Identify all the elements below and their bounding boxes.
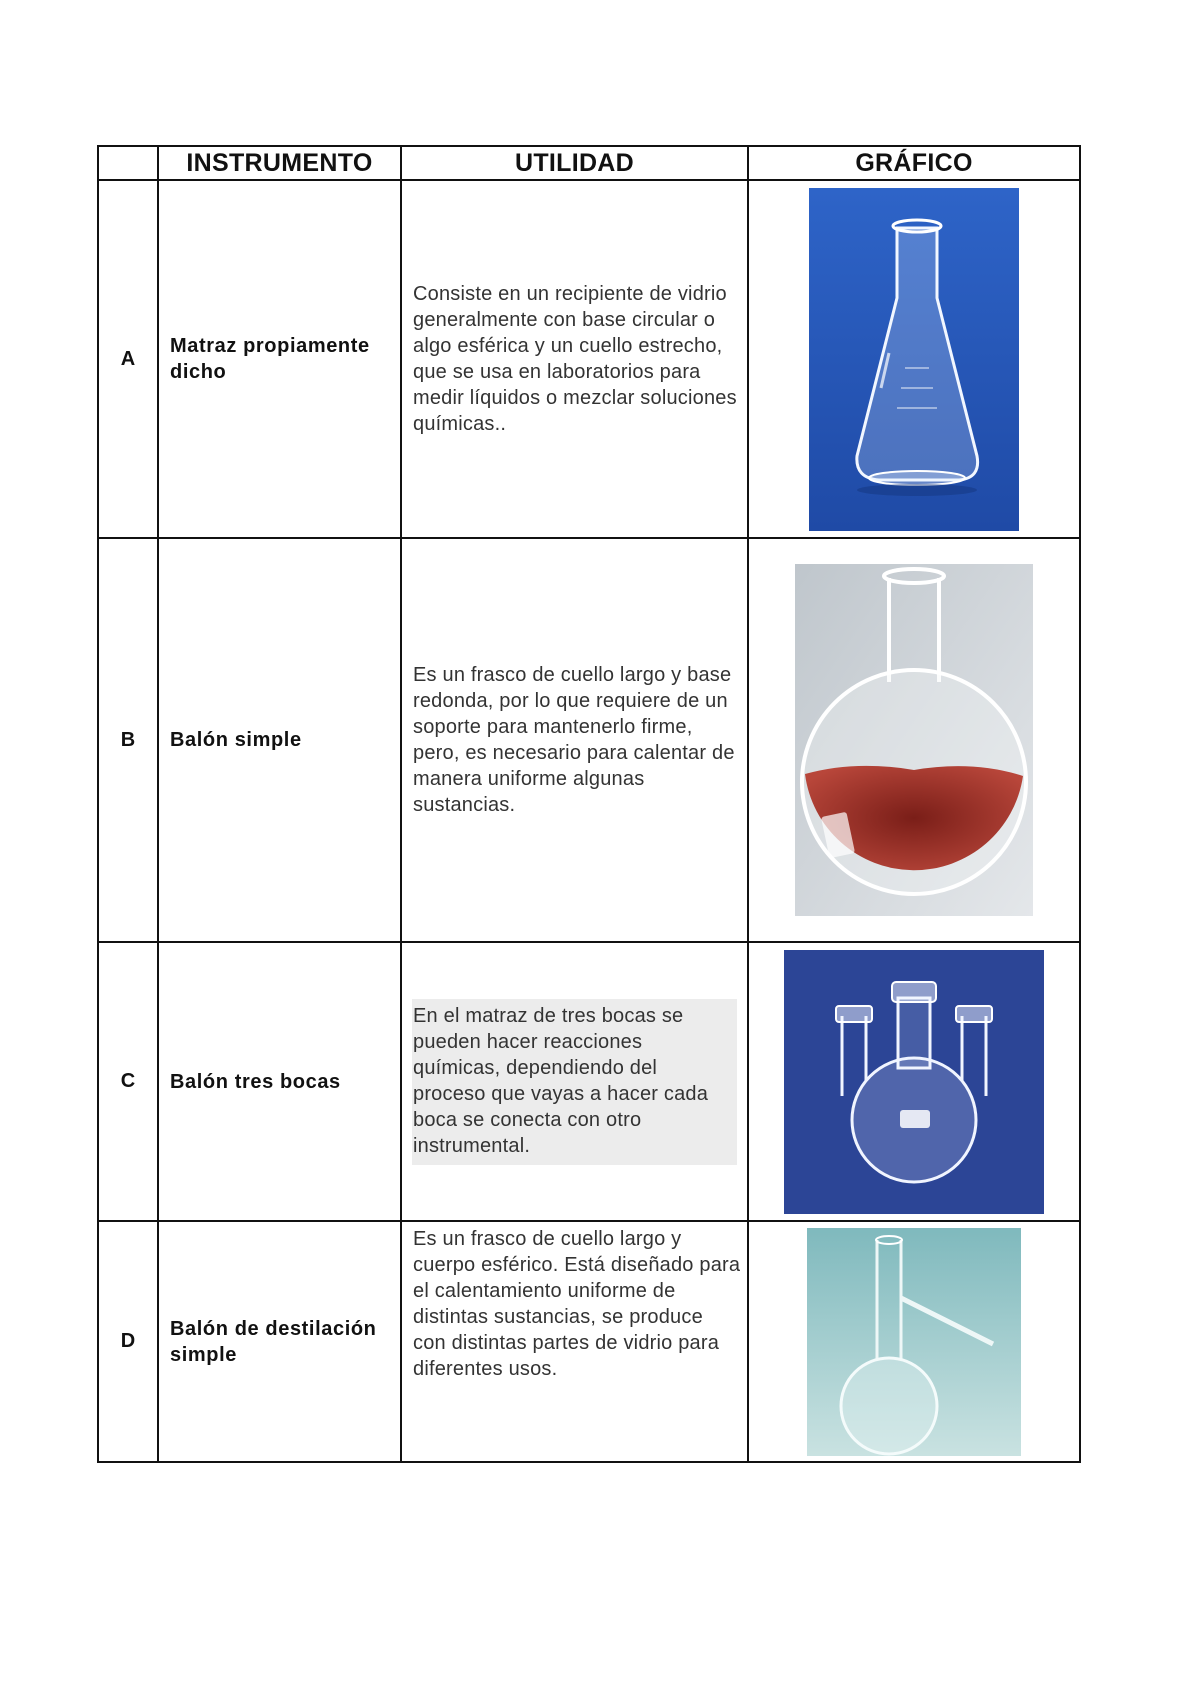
row-letter: B	[98, 538, 158, 942]
row-letter: D	[98, 1221, 158, 1462]
three-neck-flask-photo	[784, 950, 1044, 1214]
instrument-name: Balón simple	[158, 538, 401, 942]
row-letter: C	[98, 942, 158, 1221]
graphic-cell	[748, 1221, 1080, 1462]
distillation-flask-photo	[807, 1228, 1021, 1456]
erlenmeyer-flask-photo	[809, 188, 1019, 531]
instrument-name: Balón de destilación simple	[158, 1221, 401, 1462]
graphic-cell	[748, 538, 1080, 942]
instrument-name: Matraz propiamente dicho	[158, 180, 401, 538]
center-neck	[898, 998, 930, 1068]
header-graphic: GRÁFICO	[748, 146, 1080, 180]
flask-base	[869, 471, 965, 485]
row-letter: A	[98, 180, 158, 538]
utility-text: En el matraz de tres bocas se pueden hacer reacciones químicas, dependiendo del proceso que vayas a hacer cada boca se conecta con otro instrumental.	[412, 999, 737, 1165]
graphic-cell	[748, 942, 1080, 1221]
round-bottom-flask-photo	[795, 564, 1033, 916]
utility-text: Es un frasco de cuello largo y base redonda, por lo que requiere de un soporte para mantenerlo firme, pero, es necesario para calentar de manera uniforme algunas sustancias.	[401, 538, 748, 942]
flask-bulb	[841, 1358, 937, 1454]
table-header-row	[98, 146, 1080, 180]
table-row	[98, 180, 1080, 538]
table-row	[98, 1221, 1080, 1462]
table-row	[98, 538, 1080, 942]
graphic-cell	[748, 180, 1080, 538]
header-instrument: INSTRUMENTO	[158, 146, 401, 180]
instruments-table	[97, 145, 1081, 1463]
instrument-name: Balón tres bocas	[158, 942, 401, 1221]
table-row	[98, 942, 1080, 1221]
header-letter	[98, 146, 158, 180]
header-utility: UTILIDAD	[401, 146, 748, 180]
utility-text: Consiste en un recipiente de vidrio generalmente con base circular o algo esférica y un cuello estrecho, que se usa en laboratorios para medir líquidos o mezclar soluciones químicas..	[401, 180, 748, 538]
utility-text: Es un frasco de cuello largo y cuerpo esférico. Está diseñado para el calentamiento uniforme de distintas sustancias, se produce con distintas partes de vidrio para diferentes usos.	[401, 1221, 748, 1462]
utility-cell	[401, 942, 748, 1221]
